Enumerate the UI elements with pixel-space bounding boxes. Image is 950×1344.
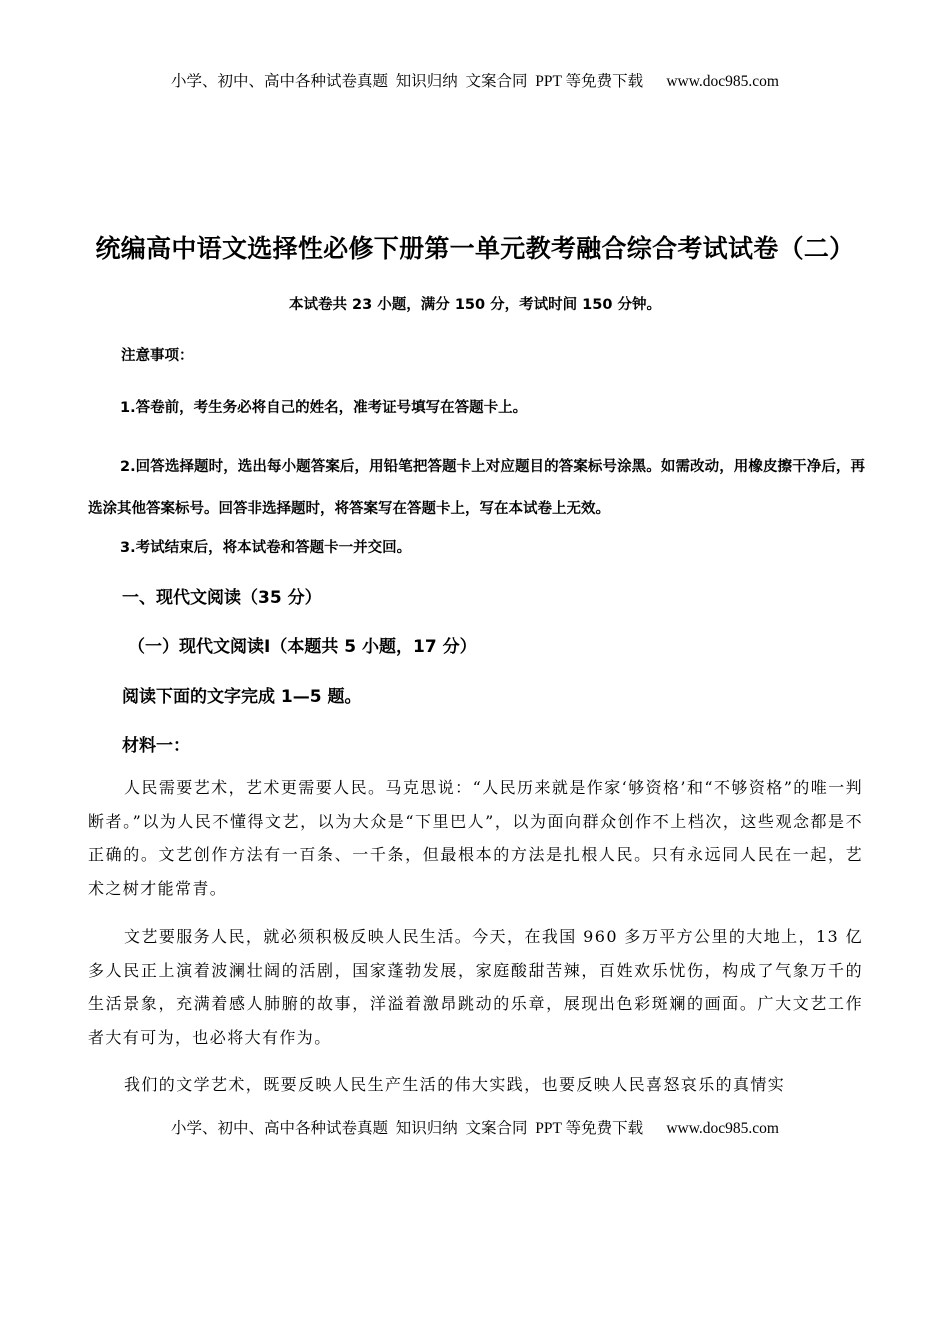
body-paragraph-3: 我们的文学艺术，既要反映人民生产生活的伟大实践，也要反映人民喜怒哀乐的真情实 — [124, 1075, 786, 1094]
notice-item-1: 1.答卷前，考生务必将自己的姓名，准考证号填写在答题卡上。 — [120, 400, 528, 416]
page-header: 小学、初中、高中各种试卷真题 知识归纳 文案合同 PPT 等免费下载 www.doc985.com — [171, 73, 779, 90]
subsection-heading-modern-reading-1: （一）现代文阅读Ⅰ（本题共 5 小题，17 分） — [128, 637, 477, 657]
notice-item-2: 2.回答选择题时，选出每小题答案后，用铅笔把答题卡上对应题目的答案标号涂黑。如需改动，用橡皮擦干净后，再选涂其他答案标号。回答非选择题时，将答案写在答题卡上，写在本试卷上无效。 — [88, 459, 865, 517]
page-footer: 小学、初中、高中各种试卷真题 知识归纳 文案合同 PPT 等免费下载 www.doc985.com — [171, 1120, 779, 1137]
document-title: 统编高中语文选择性必修下册第一单元教考融合综合考试试卷（二） — [95, 234, 855, 263]
body-paragraph-2: 文艺要服务人民，就必须积极反映人民生活。今天，在我国 960 多万平方公里的大地上，13 亿多人民正上演着波澜壮阔的活剧，国家蓬勃发展，家庭酸甜苦辣，百姓欢乐忧伤，构成了气象万千的生活景象，充满着感人肺腑的故事，洋溢着激昂跳动的乐章，展现出色彩斑斓的画面。广大文艺工作者大有可为，也必将大有作为。 — [88, 927, 863, 1047]
notice-heading: 注意事项： — [121, 348, 194, 364]
body-paragraph-1: 人民需要艺术，艺术更需要人民。马克思说：“人民历来就是作家‘够资格’和“不够资格”的唯一判断者。”以为人民不懂得文艺，以为大众是“下里巴人”，以为面向群众创作不上档次，这些观念都是不正确的。文艺创作方法有一百条、一千条，但最根本的方法是扎根人民。只有永远同人民在一起，艺术之树才能常青。 — [88, 778, 863, 898]
material-label: 材料一： — [122, 736, 190, 756]
section-heading-modern-reading: 一、现代文阅读（35 分） — [122, 588, 322, 608]
exam-info: 本试卷共 23 小题，满分 150 分，考试时间 150 分钟。 — [289, 297, 661, 313]
reading-instruction: 阅读下面的文字完成 1—5 题。 — [122, 687, 362, 707]
notice-item-3: 3.考试结束后，将本试卷和答题卡一并交回。 — [120, 540, 412, 556]
